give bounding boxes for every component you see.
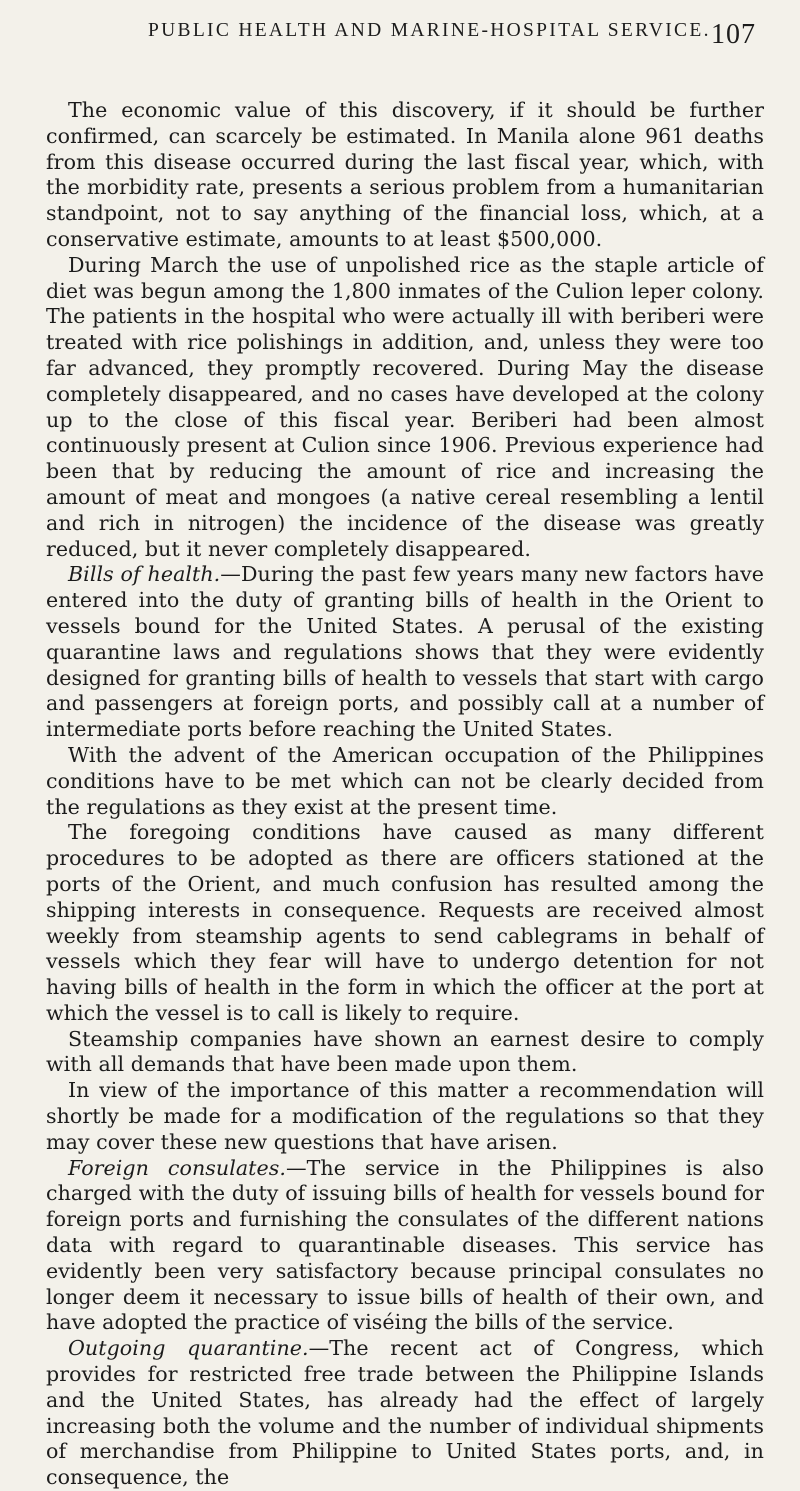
paragraph-text: With the advent of the American occupation of the Philippines conditions have to be met which can not be clearly decided from the regulations as they exist at the present time. [46,742,764,819]
paragraph [46,98,764,253]
paragraph-text: —The recent act of Congress, which provides for restricted free trade between the Philippine Islands and the United States, has already had the effect of largely increasing both the volume and the number of individual shipments of merchandise from Philippine to United States ports, and, in consequence, the [46,1336,764,1490]
paragraph-text: Steamship companies have shown an earnest desire to comply with all demands that have been made upon them. [46,1026,764,1077]
running-head [46,20,764,58]
running-title: PUBLIC HEALTH AND MARINE-HOSPITAL SERVICE. [148,20,711,41]
body-text [46,98,764,1491]
paragraph-text: —The service in the Philippines is also charged with the duty of issuing bills of health for vessels bound for foreign ports and furnishing the consulates of the different nations data with regard to quarantinable diseases. This service has evidently been very satisfactory because principal consulates no longer deem it necessary to issue bills of health of their own, and have adopted the practice of viséing the bills of the service. [46,1155,765,1335]
section-lead: Foreign consulates. [68,1155,286,1180]
paragraph-text: During March the use of unpolished rice as the staple article of diet was begun among the 1,800 inmates of the Culion leper colony. The patients in the hospital who were actually ill with beriberi were treated with rice polishings in addition, and, unless they were too far advanced, they promptly recovered. During May the disease completely disappeared, and no cases have developed at the colony up to the close of this fiscal year. Beriberi had been almost continuously present at Culion since 1906. Previous experience had been that by reducing the amount of rice and increasing the amount of meat and mongoes (a native cereal resembling a lentil and rich in nitrogen) the incidence of the disease was greatly reduced, but it never completely disappeared. [46,252,764,561]
paragraph-text: The economic value of this discovery, if it should be further confirmed, can scarcely be estimated. In Manila alone 961 deaths from this disease occurred during the last fiscal year, which, with the morbidity rate, presents a serious problem from a humanitarian standpoint, not to say anything of the financial loss, which, at a conservative estimate, amounts to at least $500,000. [46,98,764,251]
paragraph [46,743,764,820]
paragraph-text: In view of the importance of this matter a recommendation will shortly be made for a modification of the regulations so that they may cover these new questions that have arisen. [46,1078,764,1154]
page-number: 107 [711,19,756,50]
paragraph-text: The foregoing conditions have caused as many different procedures to be adopted as there are officers stationed at the ports of the Orient, and much confusion has resulted among the shipping interests in consequence. Requests are received almost weekly from steamship agents to send cablegrams in behalf of vessels which they fear will have to undergo detention for not having bills of health in the form in which the officer at the port at which the vessel is to call is likely to require. [46,820,764,1025]
section-lead: Bills of health. [68,562,221,587]
paragraph-text: —During the past few years many new factors have entered into the duty of granting bills of health in the Orient to vessels bound for the United States. A perusal of the existing quarantine laws and regulations shows that they were evidently designed for granting bills of health to vessels that start with cargo and passengers at foreign ports, and possibly call at a number of intermediate ports before reaching the United States. [46,562,764,742]
paragraph [46,253,764,563]
section-lead: Outgoing quarantine. [68,1336,309,1361]
paragraph [46,820,764,1026]
paragraph [46,562,764,743]
paragraph [46,1336,764,1491]
paragraph [46,1078,764,1155]
paragraph [46,1027,764,1079]
paragraph [46,1156,764,1337]
